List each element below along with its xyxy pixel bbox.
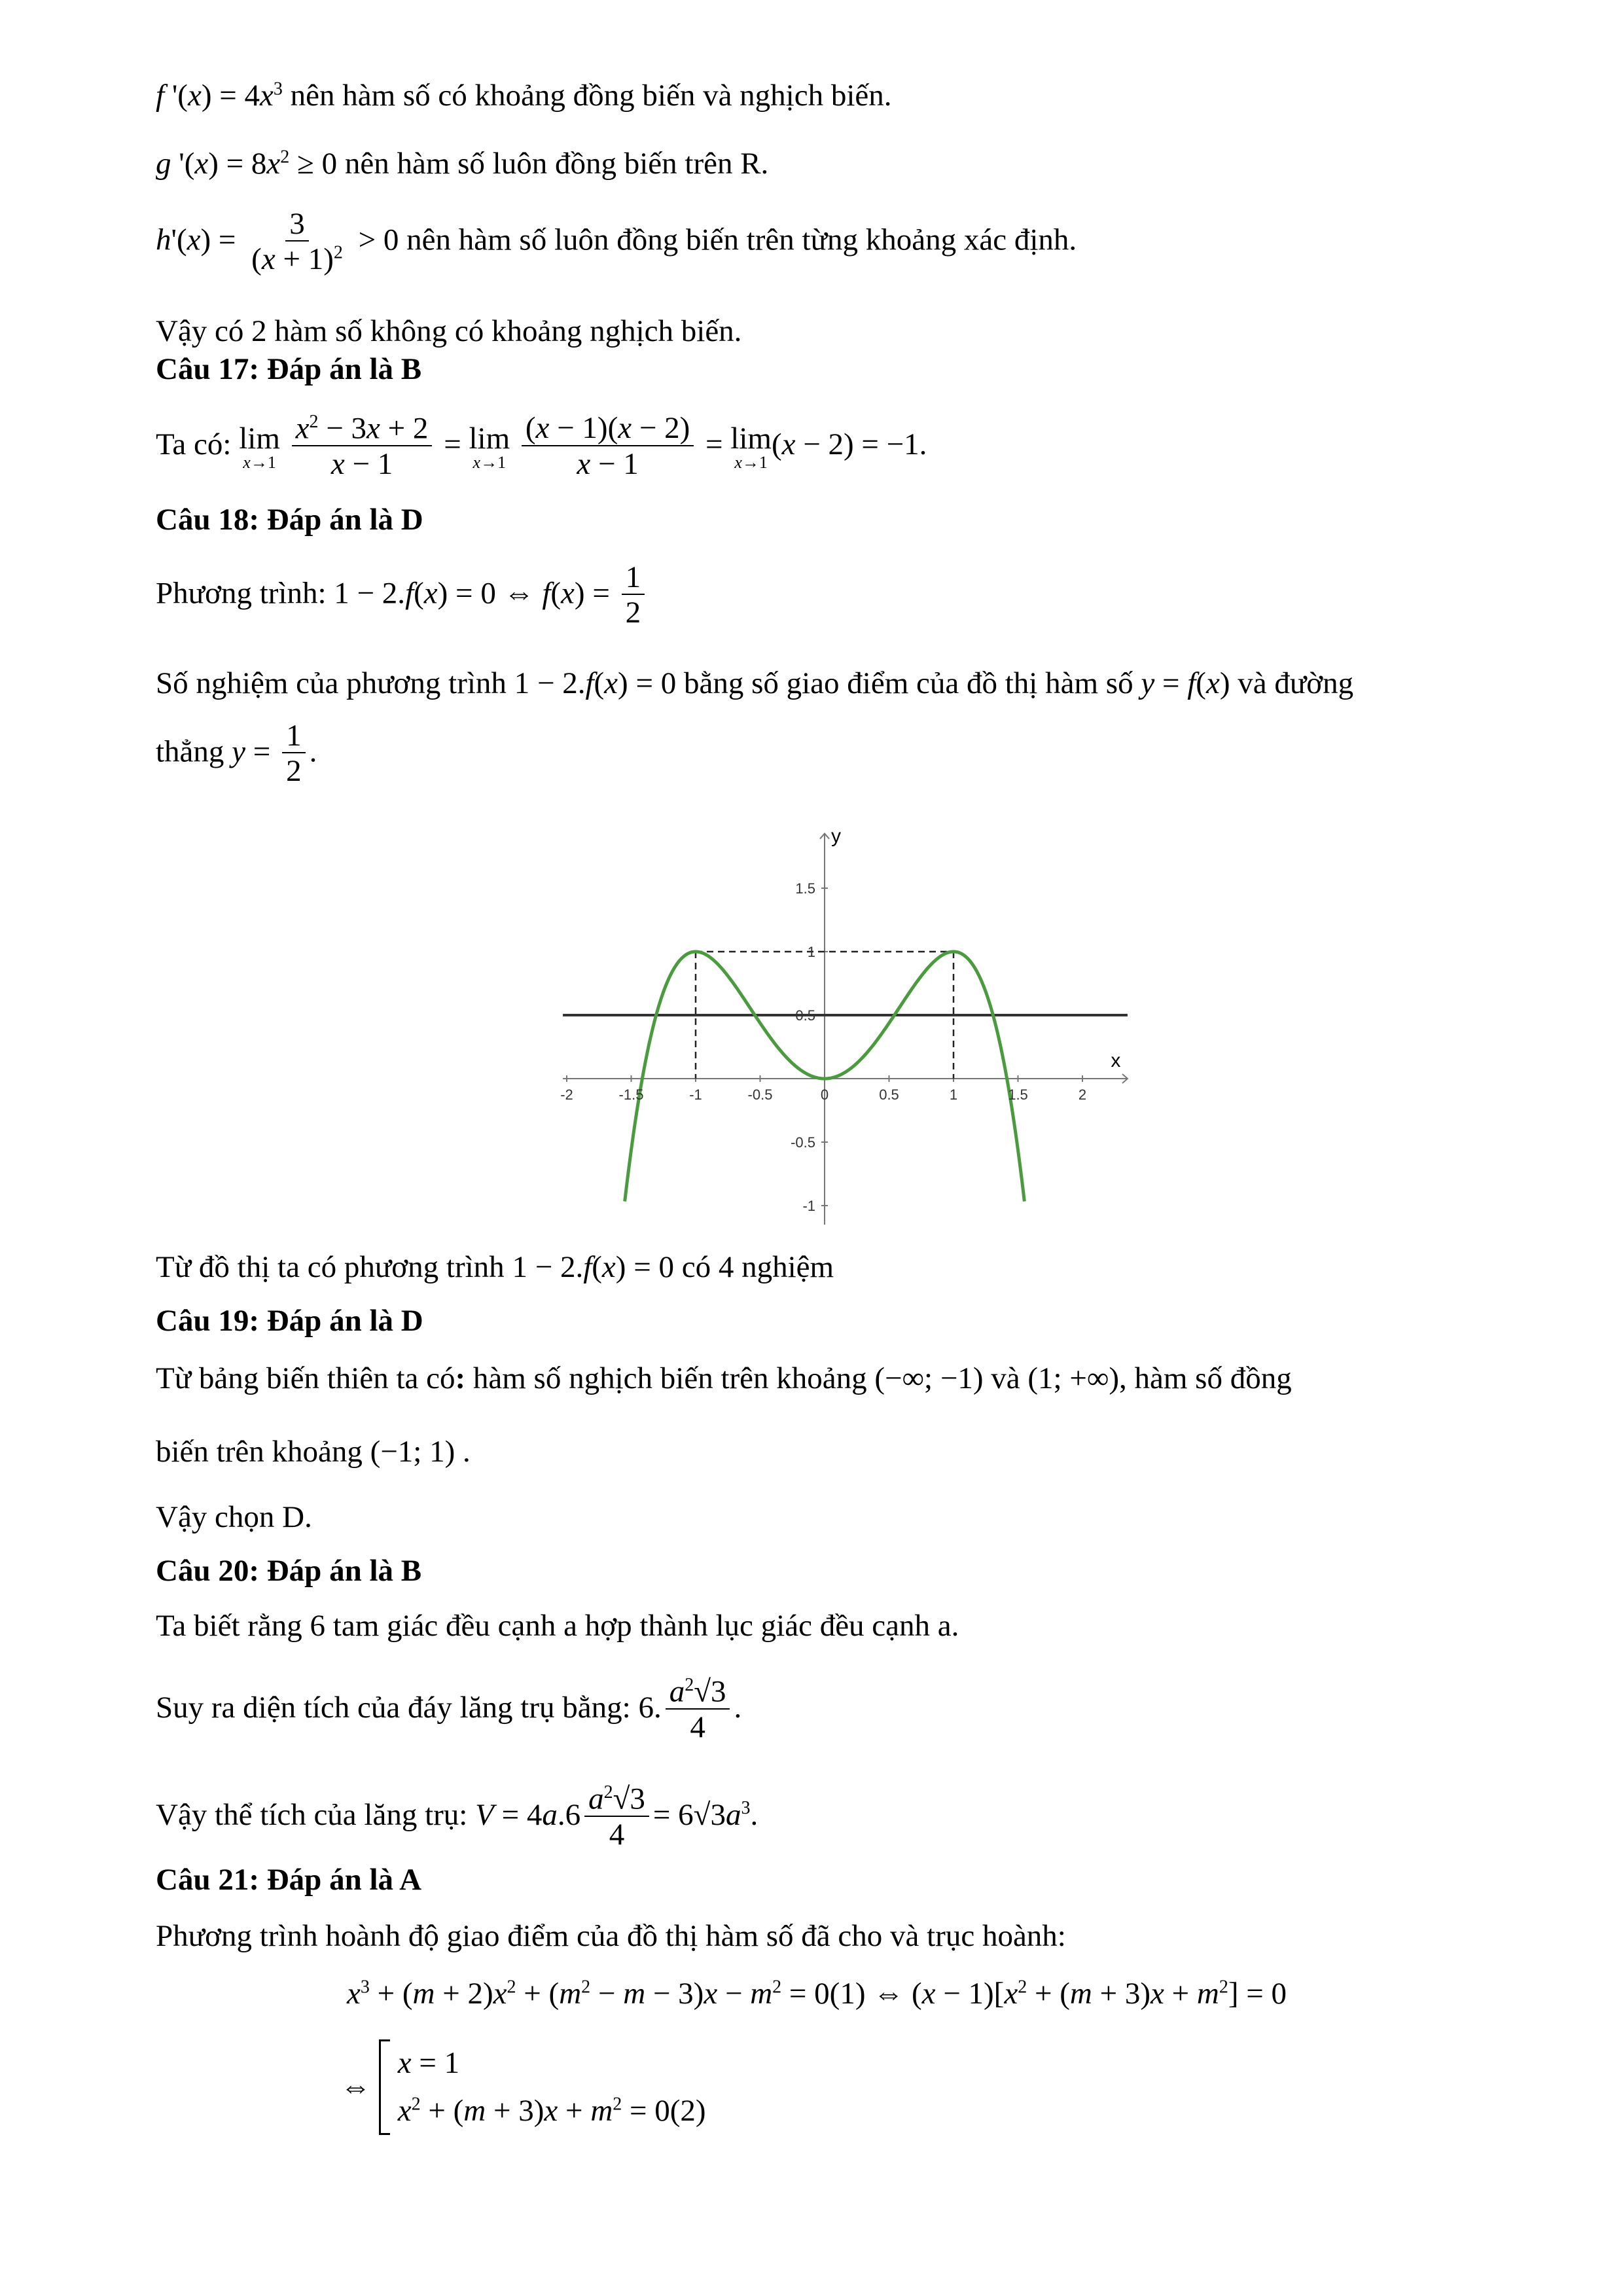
line-f-derivative: f '$(x) = 4x^3$ nên hàm số có khoảng đồng biến và nghịch biến. xyxy=(156,79,892,113)
x-tick-label: -0.5 xyxy=(747,1086,773,1103)
x-tick-label: 1.5 xyxy=(1008,1086,1028,1103)
line-h-derivative: h'(x) = $\frac{3}{(x + 1)^2}$ > 0 nên hàm số luôn đồng biến trên từng khoảng xác định. xyxy=(156,207,1077,277)
x-tick-label: 0.5 xyxy=(879,1086,899,1103)
q19-choice: Vậy chọn D. xyxy=(156,1500,312,1534)
line-g-derivative: g '$(x) = 8x^2 \ge 0$ nên hàm số luôn đồng biến trên R. xyxy=(156,147,769,181)
q20-volume: Vậy thể tích của lăng trụ: V = 4a.6 $\frac{a^2√3}{4}$ = $6√3a^3$. xyxy=(156,1782,758,1852)
q21-system: ⇔ x = 1 $x^2 + (m + 3)x + m^2 = 0(2)$ xyxy=(340,2039,706,2135)
y-tick-label: -0.5 xyxy=(791,1134,815,1151)
q18-paragraph: Số nghiệm của phương trình 1 − 2.f(x) = 0 bằng số giao điểm của đồ thị hàm số y = f(x) và đường xyxy=(156,666,1354,700)
x-axis-label: x xyxy=(1111,1050,1121,1071)
x-tick-label: 1 xyxy=(949,1086,958,1103)
q18-equation: Phương trình: 1 − 2.f(x) = 0 ⇔ f(x) = $\frac{1}{2}$ xyxy=(156,562,649,630)
y-tick-label: -1 xyxy=(802,1198,815,1214)
q20-base-area: Suy ra diện tích của đáy lăng trụ bằng: 6. $\frac{a^2√3}{4}$ . xyxy=(156,1674,742,1744)
q18-paragraph-cont: thẳng y = $\frac{1}{2}$ . xyxy=(156,719,317,789)
y-axis-label: y xyxy=(831,825,841,848)
x-tick-label: -2 xyxy=(560,1086,573,1103)
q21-paragraph: Phương trình hoành độ giao điểm của đồ thị hàm số đã cho và trục hoành: xyxy=(156,1919,1066,1953)
q19-paragraph: Từ bảng biến thiên ta có: hàm số nghịch biến trên khoảng (−∞; −1) và (1; +∞), hàm số đồng xyxy=(156,1361,1292,1395)
question-19-heading: Câu 19: Đáp án là D xyxy=(156,1304,423,1338)
q21-equation: $x^3 + (m + 2)x^2 + (m^2 - m - 3)x - m^2 = 0(1)$ ⇔ $(x - 1)[x^2 + (m + 3)x + m^2] = 0$ xyxy=(347,1977,1287,2011)
x-tick-label: -1.5 xyxy=(618,1086,644,1103)
conclusion-line: Vậy có 2 hàm số không có khoảng nghịch biến. xyxy=(156,314,742,348)
x-tick-label: -1 xyxy=(689,1086,702,1103)
q18-conclusion: Từ đồ thị ta có phương trình 1 − 2.f(x) = 0 có 4 nghiệm xyxy=(156,1250,834,1284)
question-17-heading: Câu 17: Đáp án là B xyxy=(156,352,422,386)
question-21-heading: Câu 21: Đáp án là A xyxy=(156,1863,422,1897)
y-tick-label: 0.5 xyxy=(795,1007,815,1024)
x-tick-label: 0 xyxy=(820,1086,829,1103)
question-18-heading: Câu 18: Đáp án là D xyxy=(156,503,423,537)
question-20-heading: Câu 20: Đáp án là B xyxy=(156,1554,422,1588)
q19-paragraph-cont: biến trên khoảng (−1; 1) . xyxy=(156,1435,471,1469)
function-graph xyxy=(560,808,1139,1227)
y-tick-label: 1.5 xyxy=(795,880,815,897)
q17-limit: Ta có: lim x→1 $\frac{x^2 - 3x + 2}{x - 1}$ = lim x→1 $\frac{(x - 1)(x - 2)}{x - 1}$ = lim x→1 (x − 2) = −1. xyxy=(156,411,927,481)
y-tick-label: 1 xyxy=(807,944,815,960)
x-tick-label: 2 xyxy=(1078,1086,1087,1103)
q20-paragraph: Ta biết rằng 6 tam giác đều cạnh a hợp thành lục giác đều cạnh a. xyxy=(156,1609,959,1643)
